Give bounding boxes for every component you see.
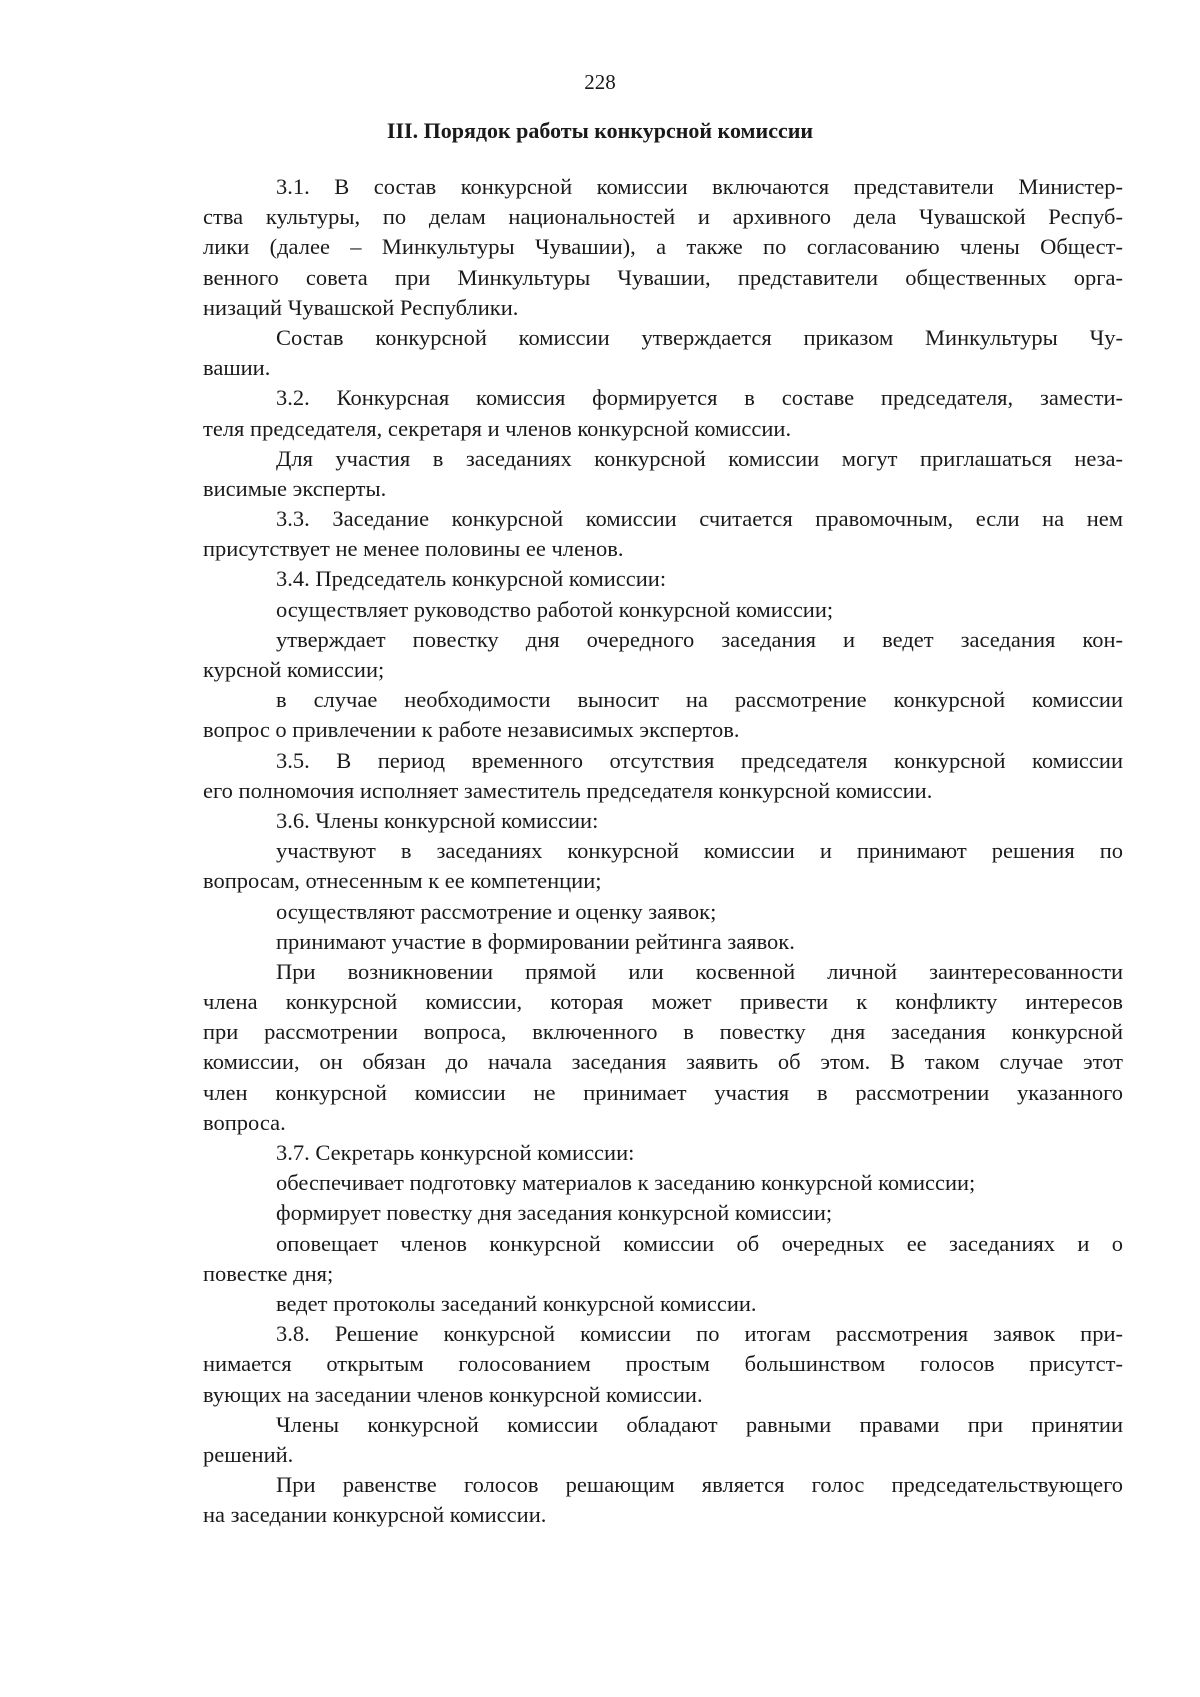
text-line: 3.4. Председатель конкурсной комиссии: xyxy=(276,566,667,592)
text-line: в случае необходимости выносит на рассмотрение конкурсной комиссии xyxy=(276,687,1123,713)
text-line: нимается открытым голосованием простым большинством голосов присутст- xyxy=(203,1351,1123,1377)
text-line: осуществляет руководство работой конкурсной комиссии; xyxy=(276,596,834,622)
text-line: обеспечивает подготовку материалов к заседанию конкурсной комиссии; xyxy=(276,1170,976,1196)
text-line: Для участия в заседаниях конкурсной комиссии могут приглашаться неза- xyxy=(276,445,1123,471)
text-line: ведет протоколы заседаний конкурсной комиссии. xyxy=(276,1290,757,1316)
text-line: принимают участие в формировании рейтинга заявок. xyxy=(276,928,795,954)
text-line: вашии. xyxy=(203,355,271,381)
text-line: на заседании конкурсной комиссии. xyxy=(203,1502,547,1528)
text-line: вопросам, отнесенным к ее компетенции; xyxy=(203,868,602,894)
text-line: Состав конкурсной комиссии утверждается приказом Минкультуры Чу- xyxy=(276,324,1123,350)
text-line: лики (далее – Минкультуры Чувашии), а также по согласованию члены Общест- xyxy=(203,234,1123,260)
text-line: 3.2. Конкурсная комиссия формируется в составе председателя, замести- xyxy=(276,385,1123,411)
text-line: теля председателя, секретаря и членов конкурсной комиссии. xyxy=(203,415,792,441)
text-line: При равенстве голосов решающим является голос председательствующего xyxy=(276,1472,1123,1498)
text-line: курсной комиссии; xyxy=(203,657,385,682)
text-line: Члены конкурсной комиссии обладают равными правами при принятии xyxy=(276,1411,1123,1437)
text-line: вующих на заседании членов конкурсной комиссии. xyxy=(203,1381,703,1407)
text-line: осуществляют рассмотрение и оценку заявок; xyxy=(276,898,717,924)
text-line: при рассмотрении вопроса, включенного в повестку дня заседания конкурсной xyxy=(203,1019,1123,1045)
text-line: При возникновении прямой или косвенной личной заинтересованности xyxy=(276,958,1123,984)
text-line: члена конкурсной комиссии, которая может привести к конфликту интересов xyxy=(203,989,1123,1015)
text-line: 3.8. Решение конкурсной комиссии по итогам рассмотрения заявок при- xyxy=(276,1321,1123,1347)
text-line: вопрос о привлечении к работе независимых экспертов. xyxy=(203,717,740,743)
text-line: 3.1. В состав конкурсной комиссии включаются представители Министер- xyxy=(276,174,1123,199)
text-line: ства культуры, по делам национальностей и архивного дела Чувашской Респуб- xyxy=(203,204,1123,230)
text-line: 3.5. В период временного отсутствия председателя конкурсной комиссии xyxy=(276,747,1123,773)
text-line: присутствует не менее половины ее членов. xyxy=(203,536,624,562)
text-line: 3.6. Члены конкурсной комиссии: xyxy=(276,807,599,833)
text-line: висимые эксперты. xyxy=(203,475,387,501)
text-line: решений. xyxy=(203,1441,294,1467)
text-line: утверждает повестку дня очередного заседания и ведет заседания кон- xyxy=(276,626,1123,652)
text-line: формирует повестку дня заседания конкурсной комиссии; xyxy=(276,1200,833,1226)
text-line: оповещает членов конкурсной комиссии об очередных ее заседаниях и о xyxy=(276,1230,1123,1256)
text-line: низаций Чувашской Республики. xyxy=(203,294,519,320)
text-line: член конкурсной комиссии не принимает участия в рассмотрении указанного xyxy=(203,1079,1123,1105)
text-line: участвуют в заседаниях конкурсной комиссии и принимают решения по xyxy=(276,838,1123,864)
text-line: вопроса. xyxy=(203,1109,286,1135)
text-line: его полномочия исполняет заместитель председателя конкурсной комиссии. xyxy=(203,777,933,803)
text-line: венного совета при Минкультуры Чувашии, представители общественных орга- xyxy=(203,264,1123,290)
text-line: 3.7. Секретарь конкурсной комиссии: xyxy=(276,1140,635,1165)
document-body xyxy=(203,172,1123,1530)
text-line: повестке дня; xyxy=(203,1260,334,1286)
text-line: 3.3. Заседание конкурсной комиссии считается правомочным, если на нем xyxy=(276,506,1123,532)
section-title: III. Порядок работы конкурсной комиссии xyxy=(386,118,814,143)
page-number: 228 xyxy=(584,70,616,94)
text-line: комиссии, он обязан до начала заседания заявить об этом. В таком случае этот xyxy=(203,1049,1123,1075)
